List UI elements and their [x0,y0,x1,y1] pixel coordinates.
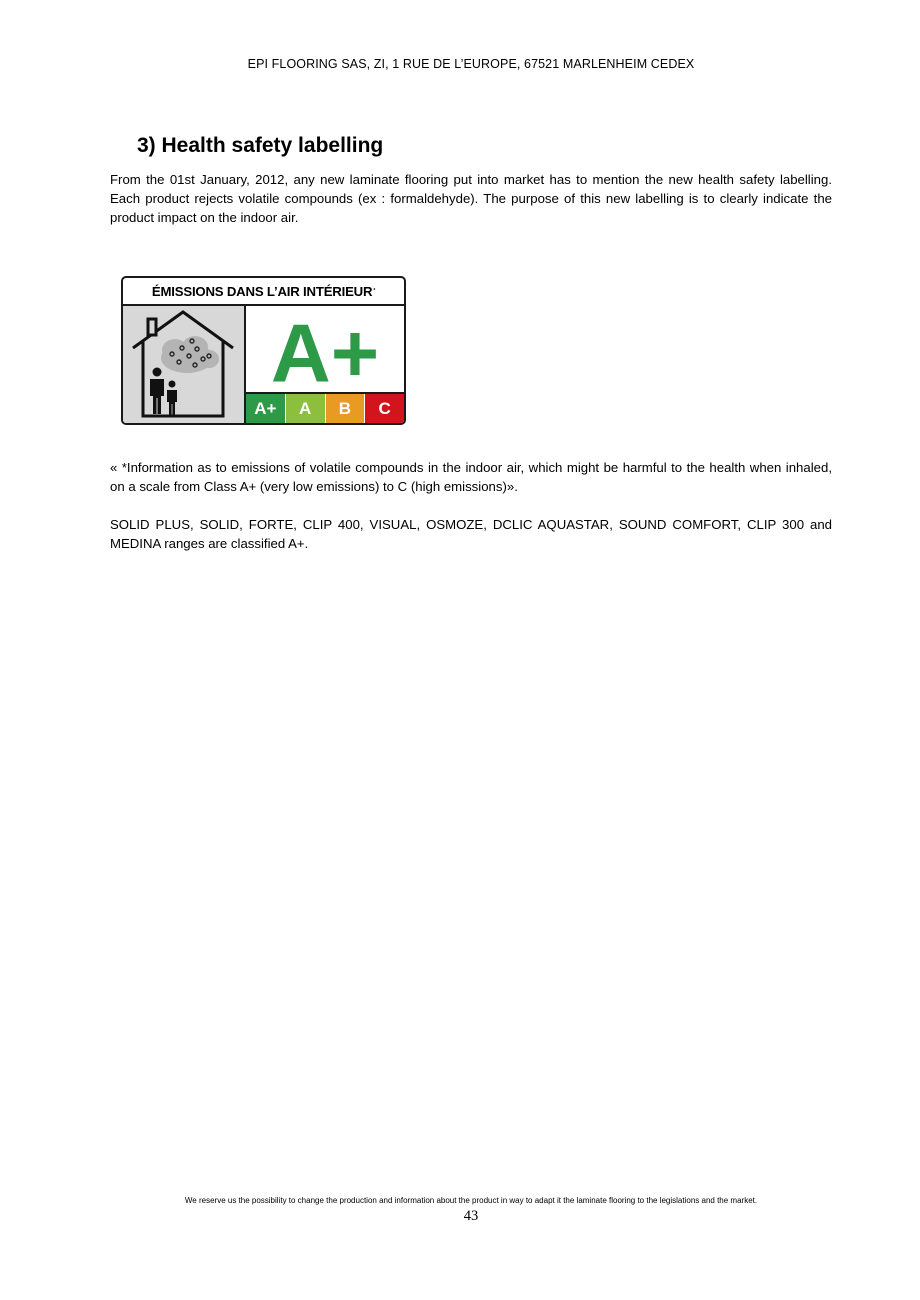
label-title [123,278,404,304]
people-icon [150,368,177,416]
label-title-text: ÉMISSIONS DANS L’AIR INTÉRIEUR [151,283,373,299]
grade-scale [246,392,404,423]
page-number: 43 [463,1208,479,1224]
big-grade-text: A+ [270,306,380,392]
grade-cell-a-plus: A+ [246,394,285,423]
footer-disclaimer: We reserve us the possibility to change the production and information about the product in way to adapt it the laminate flooring to the legislations and the market. [184,1196,758,1205]
house-panel [123,306,246,423]
grade-cell-c: C [364,394,404,423]
big-grade-mark [246,306,404,392]
intro-paragraph: From the 01st January, 2012, any new laminate flooring put into market has to mention the new health safety labelling. Each product rejects volatile compounds (ex : formaldehyde). The purpose of this new labelling is to clearly indicate the product impact on the indoor air. [110,172,832,225]
page-header: EPI FLOORING SAS, ZI, 1 RUE DE L’EUROPE, 67521 MARLENHEIM CEDEX [247,57,695,71]
grade-cell-a: A [285,394,325,423]
section-title: 3) Health safety labelling [137,134,384,157]
house-icon [129,310,237,420]
pollution-cloud-icon [161,336,219,373]
emissions-note: « *Information as to emissions of volatile compounds in the indoor air, which might be harmful to the health when inhaled, on a scale from Class A+ (very low emissions) to C (high emissions)». [110,460,832,494]
label-title-mark: * [373,288,376,294]
ranges-paragraph: SOLID PLUS, SOLID, FORTE, CLIP 400, VISUAL, OSMOZE, DCLIC AQUASTAR, SOUND COMFORT, CLIP 300 and MEDINA ranges are classified A+. [110,517,832,551]
emissions-label [121,276,406,425]
big-grade [246,306,404,392]
grade-cell-b: B [325,394,365,423]
